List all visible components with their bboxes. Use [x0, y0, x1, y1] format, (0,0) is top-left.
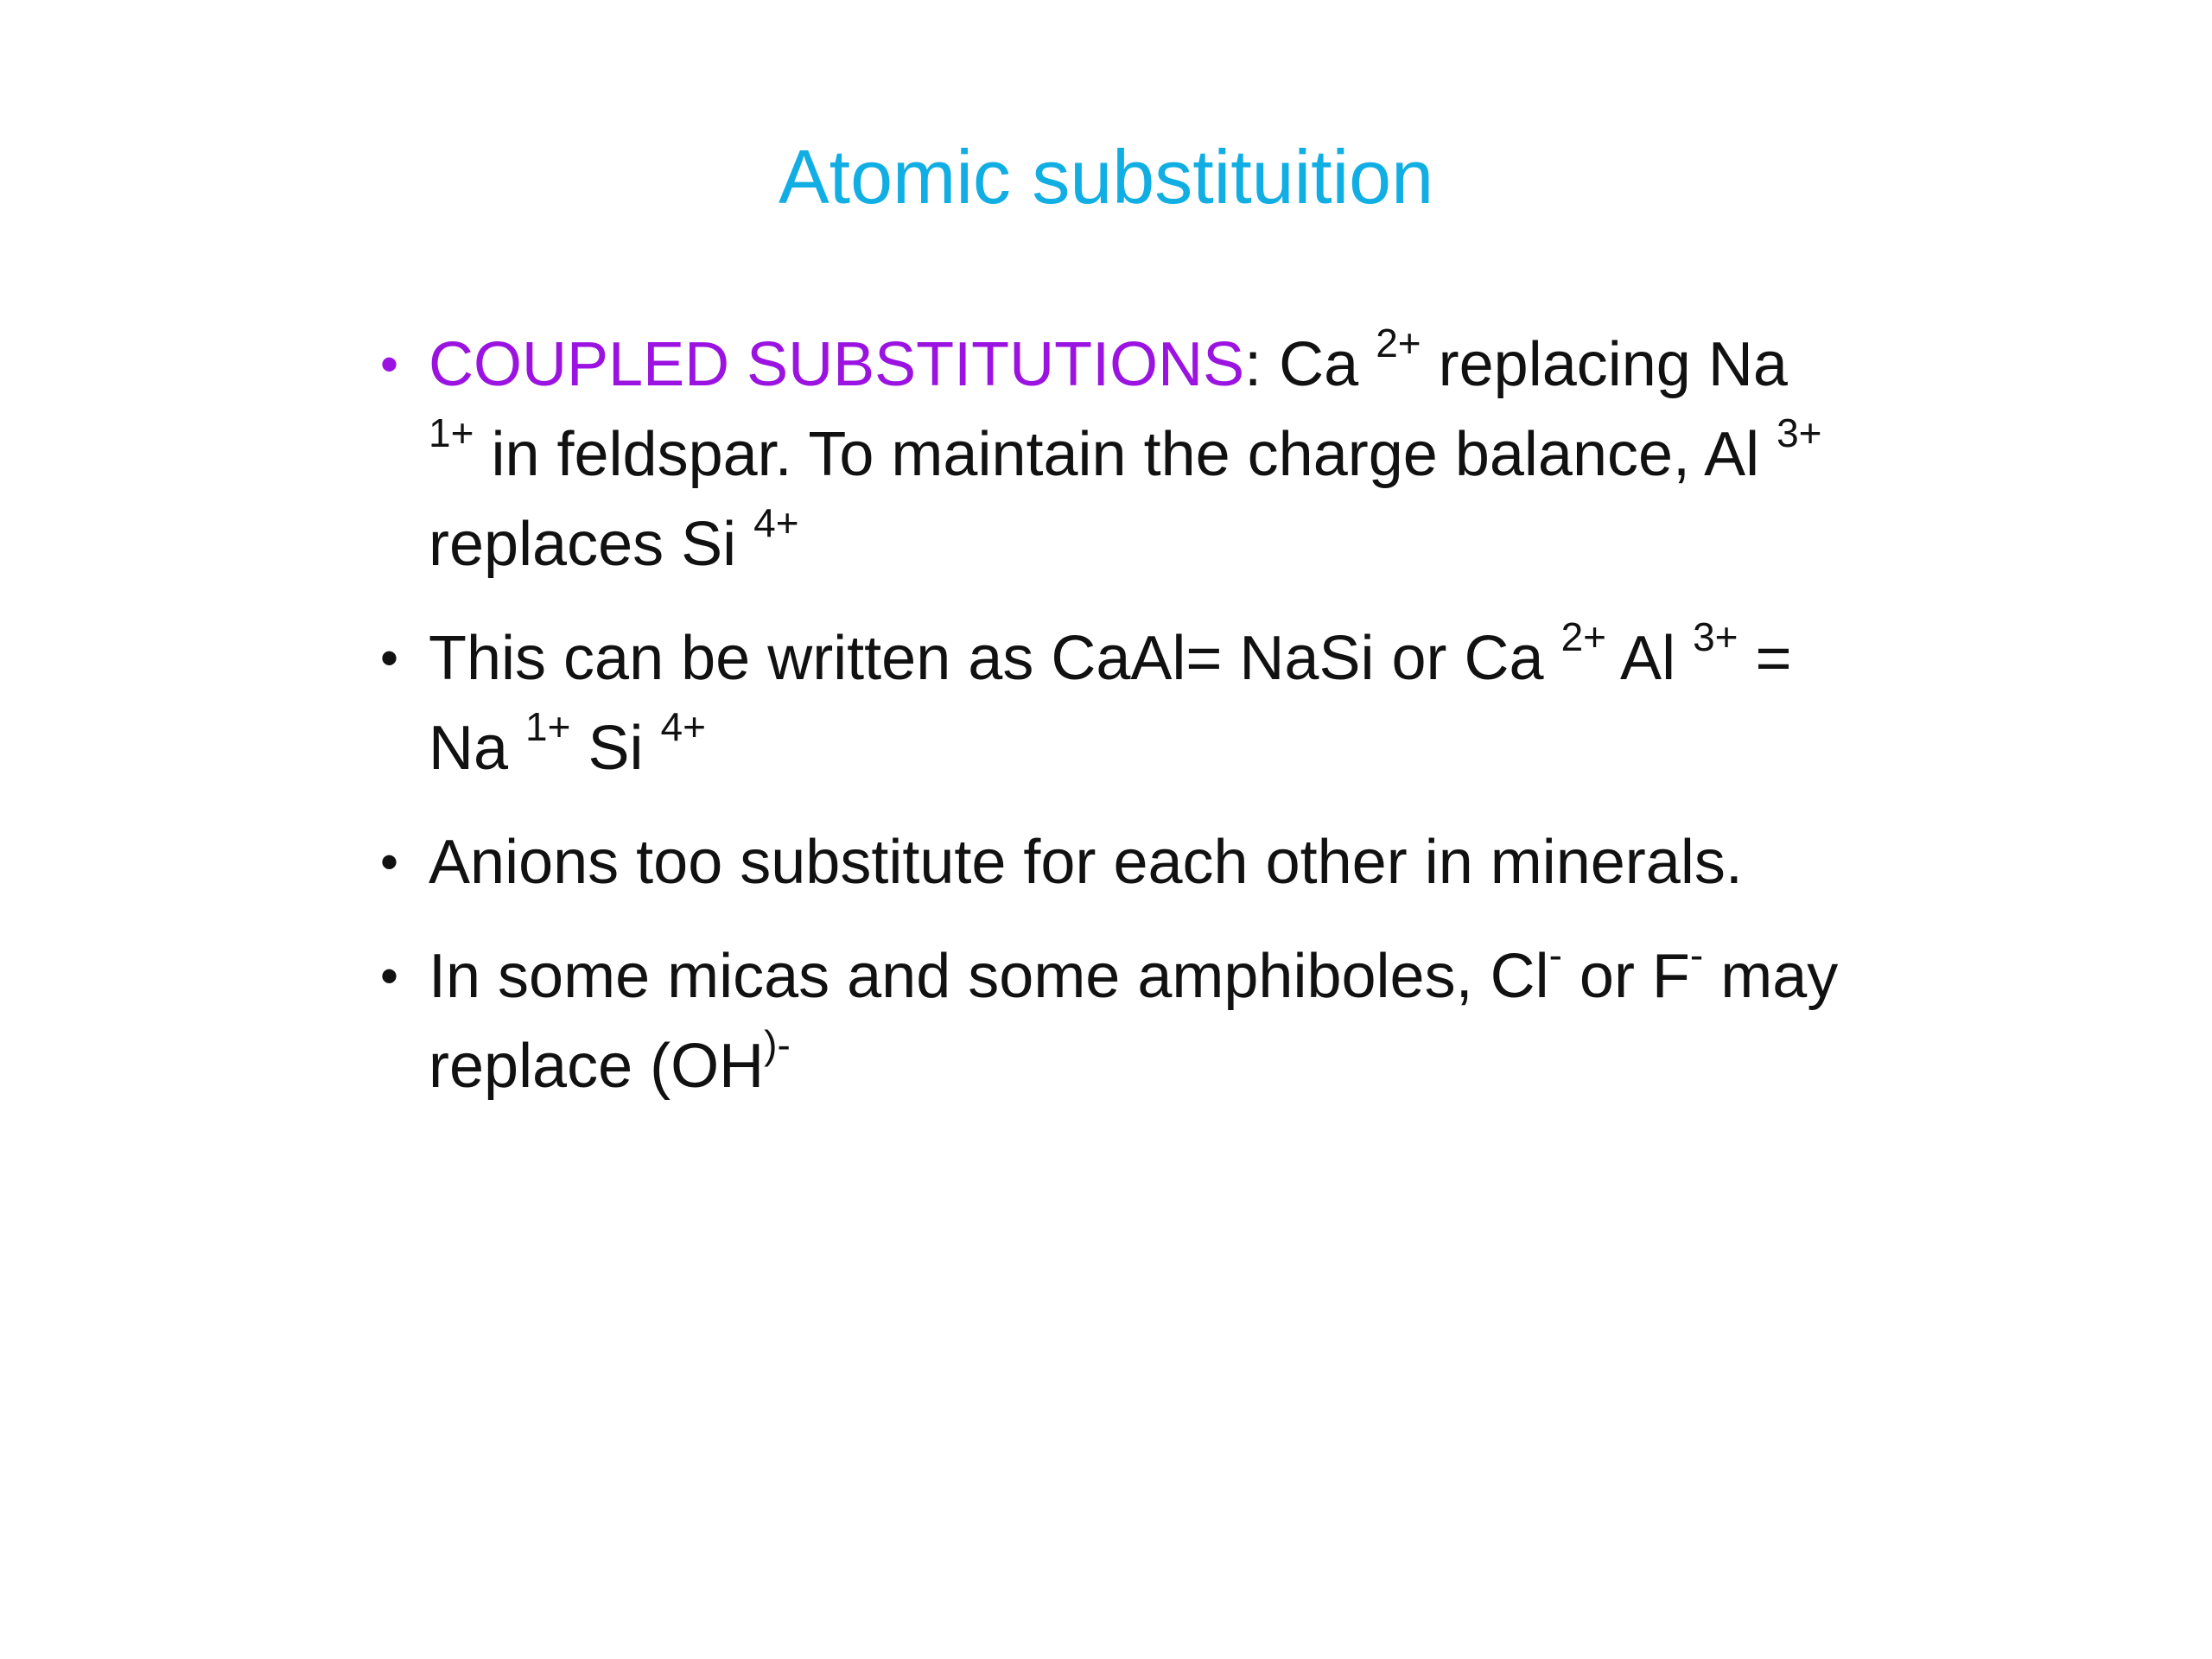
- superscript: 4+: [660, 704, 706, 749]
- bullet-text: or F: [1561, 942, 1690, 1011]
- superscript: 2+: [1560, 614, 1607, 659]
- bullet-dot-icon: •: [380, 335, 399, 393]
- bullet-text: In some micas and some amphiboles, Cl: [429, 942, 1549, 1011]
- bullet-micas-amphiboles: [380, 931, 1849, 1111]
- bullet-text: Anions too substitute for each other in minerals.: [429, 828, 1743, 897]
- bullet-text: Si: [570, 714, 661, 783]
- bullet-text: replacing Na: [1421, 330, 1788, 399]
- superscript: 3+: [1777, 410, 1822, 455]
- bullet-dot-icon: •: [380, 947, 399, 1005]
- highlight-term: COUPLED SUBSTITUTIONS: [429, 330, 1245, 399]
- bullet-text: This can be written as CaAl= NaSi or Ca: [429, 624, 1561, 693]
- bullet-text: Al: [1606, 624, 1694, 693]
- bullet-text: = Na: [429, 624, 1792, 783]
- bullet-text: replaces Si: [429, 510, 754, 579]
- bullet-text: may replace (OH: [429, 942, 1839, 1101]
- superscript: -: [1548, 932, 1562, 977]
- bullet-list: [380, 320, 1849, 1135]
- superscript: 4+: [753, 500, 799, 545]
- superscript: -: [1689, 932, 1704, 977]
- slide-title: Atomic substituition: [778, 134, 1434, 219]
- bullet-dot-icon: •: [380, 833, 399, 891]
- superscript: 2+: [1376, 321, 1421, 365]
- bullet-written-as: [380, 613, 1849, 793]
- bullet-anions: [380, 817, 1849, 907]
- bullet-coupled-substitutions: [380, 320, 1849, 589]
- superscript: )-: [764, 1022, 791, 1067]
- superscript: 3+: [1693, 614, 1738, 659]
- superscript: 1+: [429, 410, 474, 455]
- bullet-text: : Ca: [1244, 330, 1376, 399]
- superscript: 1+: [525, 704, 571, 749]
- bullet-text: in feldspar. To maintain the charge balance, Al: [474, 420, 1777, 489]
- bullet-dot-icon: •: [380, 629, 399, 687]
